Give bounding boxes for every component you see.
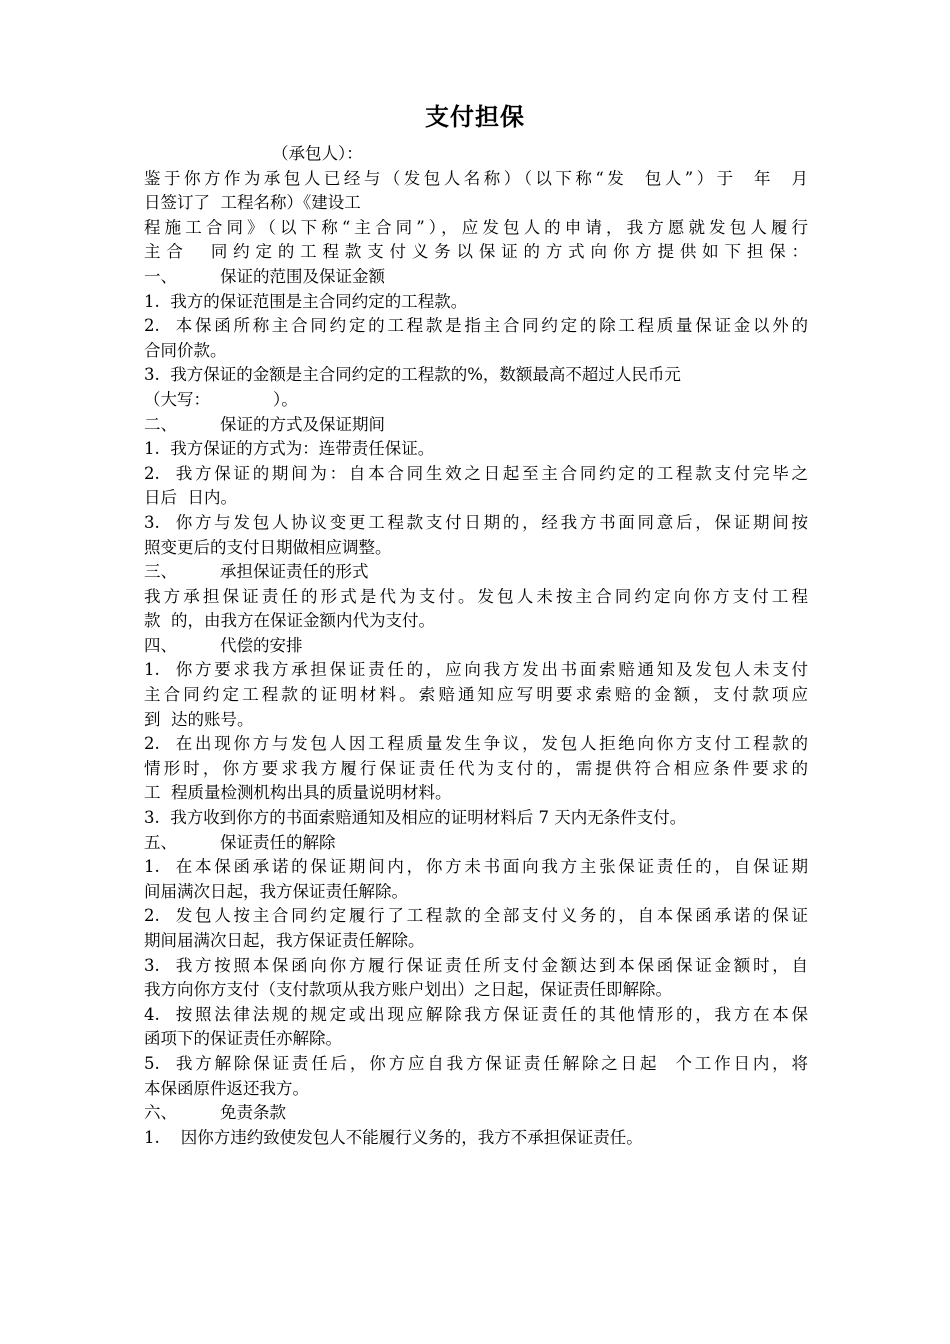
document-title: 支付担保	[425, 103, 525, 131]
section-title: 保证的范围及保证金额	[220, 266, 385, 286]
clause-line: 主合同约定工程款的证明材料。索赔通知应写明要求索赔的金额，支付款项应	[144, 685, 808, 705]
clause-line: 1. 在本保函承诺的保证期间内，你方未书面向我方主张保证责任的，自保证期	[144, 857, 808, 877]
clause-line: 照变更后的支付日期做相应调整。	[144, 537, 392, 557]
clause-line: 到 达的账号。	[144, 709, 254, 729]
section-heading	[144, 265, 808, 290]
intro-line: 程施工合同》（以下称“主合同”），应发包人的申请，我方愿就发包人履行	[144, 217, 808, 237]
clause-line: 合同价款。	[144, 340, 227, 360]
section-title: 保证的方式及保证期间	[220, 414, 385, 434]
section-number: 二、	[144, 414, 177, 434]
clause-line: 1. 因你方违约致使发包人不能履行义务的，我方不承担保证责任。	[144, 1127, 643, 1147]
section-heading	[144, 634, 808, 659]
clause-line: 本保函原件返还我方。	[144, 1078, 309, 1098]
clause-line: 1. 你方要求我方承担保证责任的，应向我方发出书面索赔通知及发包人未支付	[144, 660, 808, 680]
section-number: 六、	[144, 1103, 177, 1123]
section-number: 五、	[144, 832, 177, 852]
clause-line: 3. 我方按照本保函向你方履行保证责任所支付金额达到本保函保证金额时，自	[144, 955, 808, 975]
clause-line: （大写： ）。	[144, 389, 298, 409]
clause-line: 2. 在出现你方与发包人因工程质量发生争议，发包人拒绝向你方支付工程款的	[144, 734, 808, 754]
clause-line: 2. 本保函所称主合同约定的工程款是指主合同约定的除工程质量保证金以外的	[144, 316, 808, 336]
intro-line: 主合 同约定的工程款支付义务以保证的方式向你方提供如下担保：	[144, 242, 808, 262]
clause-line: 3. 你方与发包人协议变更工程款支付日期的，经我方书面同意后，保证期间按	[144, 512, 808, 532]
clause-line: 间届满次日起，我方保证责任解除。	[144, 881, 408, 901]
clause-line: 1. 我方的保证范围是主合同约定的工程款。	[144, 291, 468, 311]
salutation: （承包人）：	[272, 144, 363, 163]
clause-line: 5. 我方解除保证责任后，你方应自我方保证责任解除之日起 个工作日内，将	[144, 1053, 808, 1073]
clause-line: 期间届满次日起，我方保证责任解除。	[144, 931, 425, 950]
section-heading	[144, 831, 808, 856]
clause-line: 2. 发包人按主合同约定履行了工程款的全部支付义务的，自本保函承诺的保证	[144, 906, 808, 926]
section-number: 四、	[144, 635, 177, 655]
clause-line: 2. 我方保证的期间为：自本合同生效之日起至主合同约定的工程款支付完毕之	[144, 463, 808, 483]
section-title: 代偿的安排	[220, 635, 303, 655]
intro-line: 鉴于你方作为承包人已经与（发包人名称）（以下称“发 包人”）于 年 月	[144, 168, 808, 188]
section-heading	[144, 1101, 808, 1126]
clause-line: 工 程质量检测机构出具的质量说明材料。	[144, 783, 452, 803]
intro-line: 日签订了 工程名称）《建设工	[144, 193, 361, 213]
clause-line: 3. 我方收到你方的书面索赔通知及相应的证明材料后 7 天内无条件支付。	[144, 808, 687, 828]
clause-line: 我方承担保证责任的形式是代为支付。发包人未按主合同约定向你方支付工程	[144, 586, 808, 606]
document-body	[144, 142, 808, 1150]
clause-line: 3. 我方保证的金额是主合同约定的工程款的%，数额最高不超过人民币元	[144, 365, 681, 385]
section-number: 三、	[144, 562, 177, 582]
clause-line: 款 的，由我方在保证金额内代为支付。	[144, 611, 435, 631]
clause-line: 日后 日内。	[144, 488, 237, 508]
section-title: 承担保证责任的形式	[220, 562, 369, 582]
section-heading	[144, 413, 808, 438]
clause-line: 1. 我方保证的方式为：连带责任保证。	[144, 439, 435, 459]
clause-line: 函项下的保证责任亦解除。	[144, 1029, 342, 1049]
clause-line: 情形时，你方要求我方履行保证责任代为支付的，需提供符合相应条件要求的	[144, 758, 808, 778]
section-heading	[144, 560, 808, 585]
section-number: 一、	[144, 266, 177, 286]
clause-line: 4. 按照法律法规的规定或出现应解除我方保证责任的其他情形的，我方在本保	[144, 1004, 808, 1024]
clause-line: 我方向你方支付（支付款项从我方账户划出）之日起，保证责任即解除。	[144, 980, 672, 1000]
section-title: 保证责任的解除	[220, 832, 336, 852]
section-title: 免责条款	[220, 1103, 286, 1123]
